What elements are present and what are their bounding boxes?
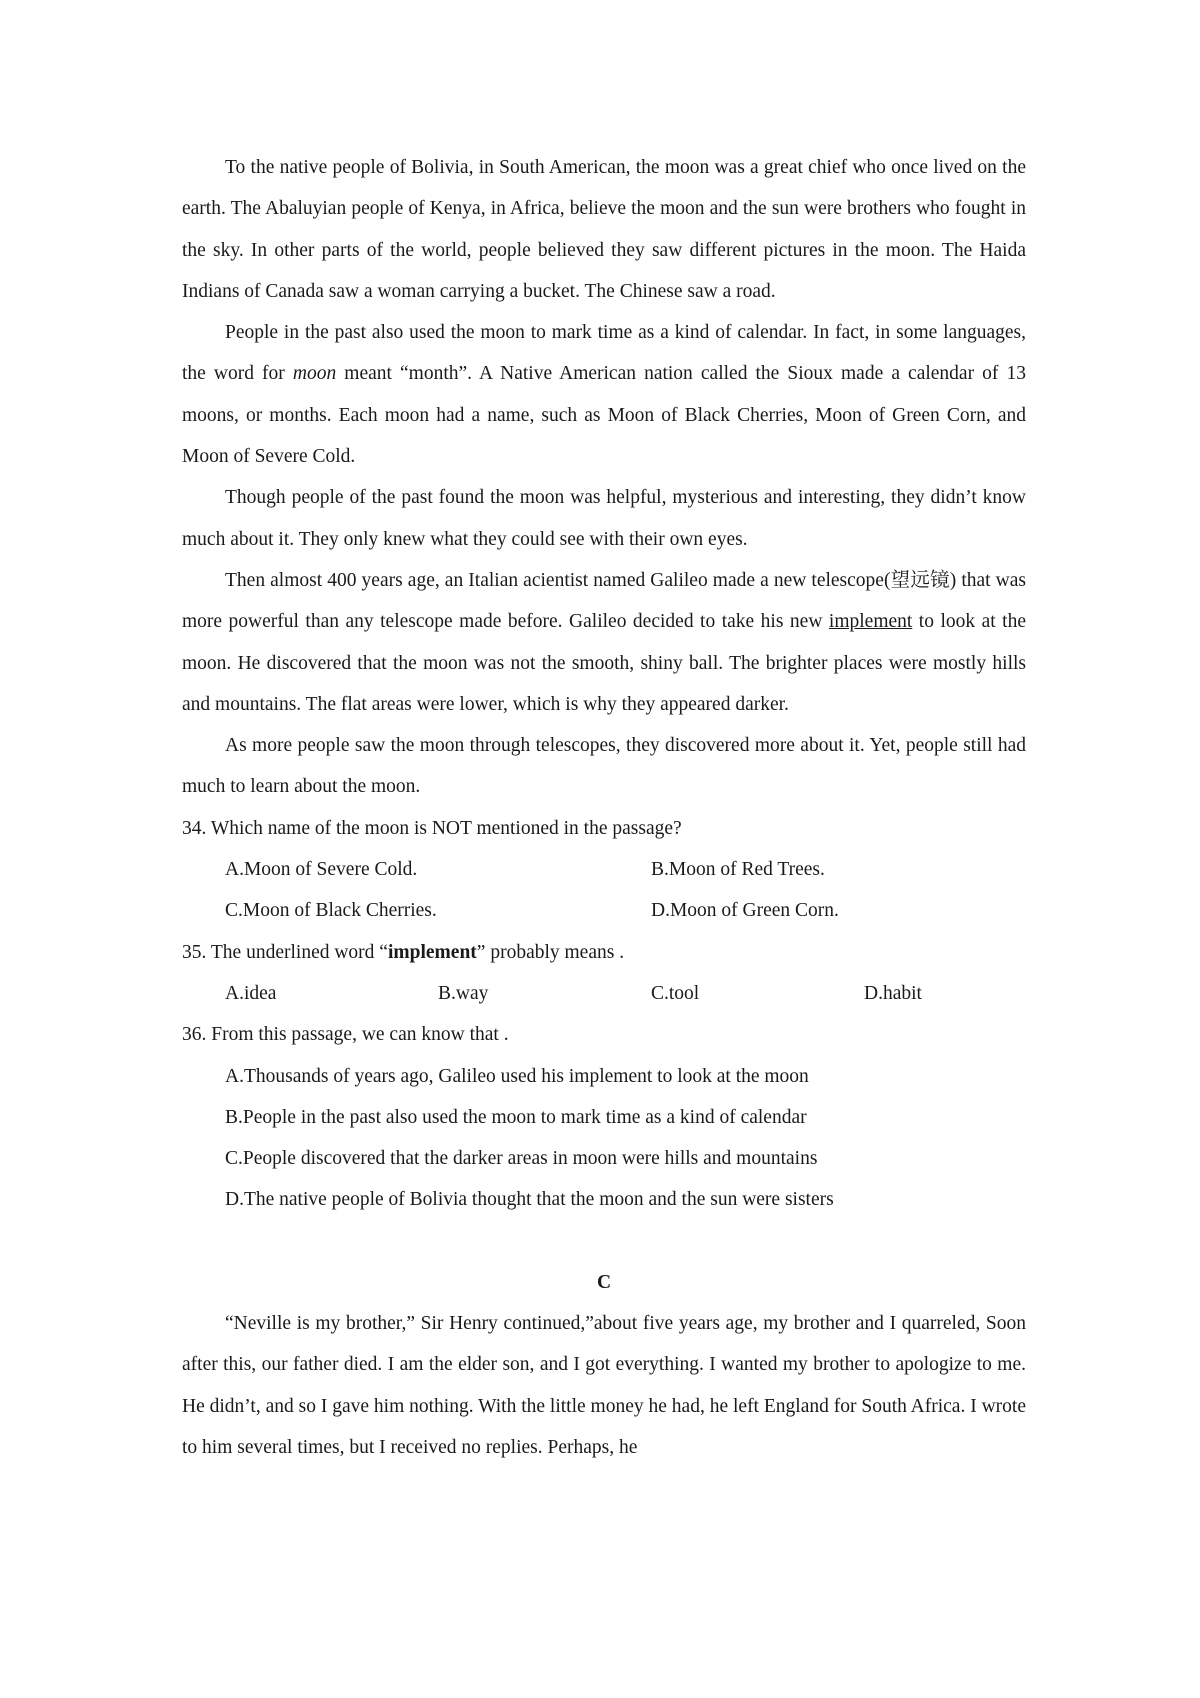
question-34-options-row-1 [182, 849, 1026, 890]
question-34-options-row-2 [182, 890, 1026, 931]
question-36-option-a: A.Thousands of years ago, Galileo used his implement to look at the moon [225, 1065, 809, 1087]
question-35-bold-word: implement [387, 941, 477, 963]
question-35-option-a: A.idea [225, 982, 277, 1004]
passage-paragraph-2 [182, 312, 1026, 477]
passage-paragraph-3: Though people of the past found the moon was helpful, mysterious and interesting, they didn’t know much about it. They only knew what they could see with their own eyes. [182, 487, 1026, 550]
passage-paragraph-4-text-b: to look at the moon. He discovered that the moon was not the smooth, shiny ball. The brighter places were mostly hills and mountains. The flat areas were lower, which is why they appeared darker. [182, 611, 1026, 715]
question-35-option-d: D.habit [864, 982, 922, 1004]
question-34-option-b: B.Moon of Red Trees. [651, 859, 825, 881]
document-page [182, 147, 1026, 1468]
question-36-option-c: C.People discovered that the darker areas in moon were hills and mountains [225, 1148, 818, 1170]
question-35-stem [182, 932, 1026, 973]
underlined-word-implement: implement [828, 611, 913, 633]
question-34-option-a: A.Moon of Severe Cold. [225, 859, 418, 881]
question-34-stem: 34. Which name of the moon is NOT mentioned in the passage? [182, 817, 682, 839]
question-34-option-c: C.Moon of Black Cherries. [225, 900, 437, 922]
question-35-options-row [182, 973, 1026, 1014]
question-35-option-b: B.way [438, 982, 489, 1004]
passage-paragraph-2-text-b: meant “month”. A Native American nation called the Sioux made a calendar of 13 moons, or months. Each moon had a name, such as Moon of Black Cherries, Moon of Green Corn, and Moon of Severe Cold. [182, 363, 1026, 468]
question-35-stem-text-b: ” probably means . [476, 941, 625, 963]
section-c-paragraph-1: “Neville is my brother,” Sir Henry continued,”about five years age, my brother and I quarreled, Soon after this, our father died. I am the elder son, and I got everything. I wanted my brother to apologize to me. He didn’t, and so I gave him nothing. With the little money he had, he left England for South Africa. I wrote to him several times, but I received no replies. Perhaps, he [182, 1313, 1026, 1458]
question-35-option-c: C.tool [651, 982, 700, 1004]
question-34-option-d: D.Moon of Green Corn. [651, 900, 839, 922]
passage-paragraph-4-text-a: Then almost 400 years age, an Italian acientist named Galileo made a new telescope(望远镜) that was more powerful than any telescope made before. Galileo decided to take his new [182, 569, 1026, 633]
section-c-title: C [596, 1271, 612, 1293]
passage-paragraph-1: To the native people of Bolivia, in South American, the moon was a great chief who once lived on the earth. The Abaluyian people of Kenya, in Africa, believe the moon and the sun were brothers who fought in the sky. In other parts of the world, people believed they saw different pictures in the moon. The Haida Indians of Canada saw a woman carrying a bucket. The Chinese saw a road. [182, 157, 1026, 302]
question-35-stem-text-a: 35. The underlined word “ [182, 941, 388, 963]
question-36-option-b: B.People in the past also used the moon to mark time as a kind of calendar [225, 1106, 807, 1128]
passage-paragraph-2-text-a: People in the past also used the moon to mark time as a kind of calendar. In fact, in some languages, the word for [182, 322, 1026, 385]
italic-word-moon: moon [292, 363, 337, 385]
passage-paragraph-5: As more people saw the moon through telescopes, they discovered more about it. Yet, people still had much to learn about the moon. [182, 735, 1026, 798]
passage-paragraph-4 [182, 560, 1026, 725]
question-36-option-d: D.The native people of Bolivia thought that the moon and the sun were sisters [225, 1189, 834, 1211]
question-36-stem: 36. From this passage, we can know that . [182, 1024, 509, 1046]
